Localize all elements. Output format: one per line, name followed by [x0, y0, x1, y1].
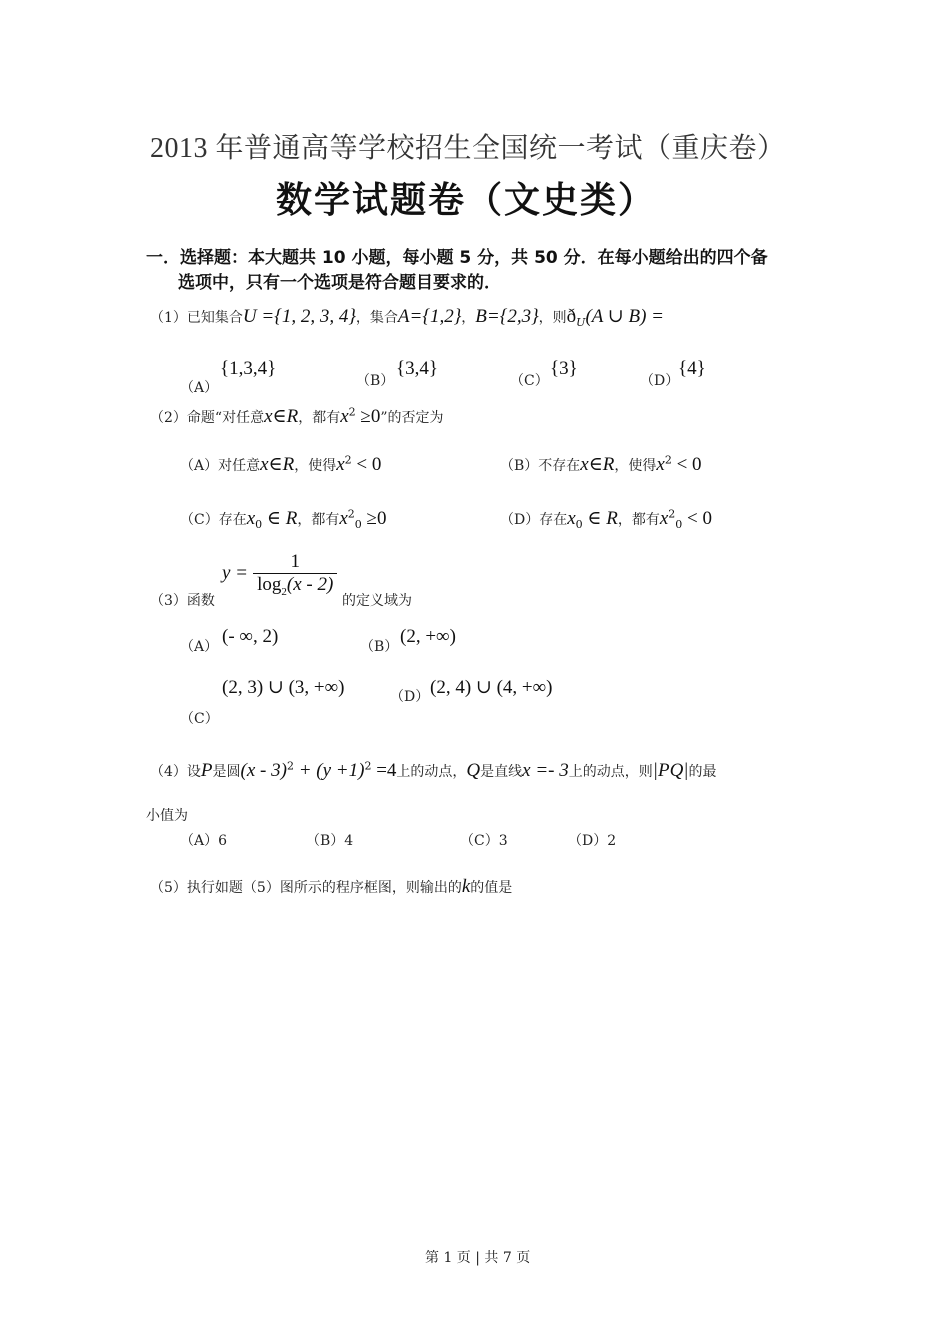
q3-option-b-label: （B） — [360, 639, 399, 655]
q2-option-a-math-2: x — [336, 454, 345, 475]
question-1 — [150, 305, 664, 328]
q2-option-b-text-1: 不存在 — [538, 458, 581, 474]
q4-math-circle-2: + (y +1) — [293, 760, 365, 781]
q2-option-d-sup: 2 — [668, 507, 676, 521]
q2-option-c-text-2: ，都有 — [297, 512, 340, 528]
q4-option-c-value: 3 — [498, 833, 508, 849]
q4-option-d — [568, 830, 616, 850]
q3-log-arg: (x - 2) — [286, 574, 334, 595]
q2-option-b-text-2: ，使得 — [614, 458, 657, 474]
q3-log: log — [257, 574, 282, 595]
q5-math-k: k — [461, 876, 471, 897]
q3-number: （3） — [150, 593, 187, 609]
q2-option-d-math-3: < 0 — [682, 508, 712, 529]
q3-number-label — [150, 590, 215, 610]
q2-option-d — [500, 507, 712, 530]
q2-option-b — [500, 453, 702, 476]
q2-option-d-label: （D） — [500, 512, 540, 528]
q4-math-line: x =- 3 — [522, 760, 569, 781]
q4-option-d-label: （D） — [568, 833, 608, 849]
q2-option-c-math-2: x — [339, 508, 348, 529]
q2-text-3: ”的否定为 — [380, 410, 444, 426]
q1-option-c-value: {3} — [550, 358, 578, 379]
q2-option-c-sub2: 0 — [354, 518, 362, 532]
q4-option-a — [180, 830, 227, 850]
q2-text-2: ，都有 — [298, 410, 341, 426]
q2-number: （2） — [150, 410, 187, 426]
q2-option-a-text-2: ，使得 — [294, 458, 337, 474]
q2-option-d-sub2: 0 — [675, 518, 683, 532]
q2-option-a-label: （A） — [180, 458, 219, 474]
q2-option-d-math-2: x — [659, 508, 669, 529]
q4-text-3: 上的动点， — [396, 764, 467, 780]
q1-text-1: 已知集合 — [186, 310, 243, 326]
q4-math-circle-1: (x - 3) — [240, 760, 287, 781]
q1-math-union: (A ∪ B) = — [585, 306, 664, 327]
q4-math-p: P — [200, 760, 213, 781]
q5-text-2: 的值是 — [470, 880, 513, 896]
q1-option-d-label: （D） — [640, 373, 680, 389]
q4-text-4: 是直线 — [480, 764, 523, 780]
q1-option-a-label: （A） — [180, 380, 219, 396]
q2-option-b-math-1: x∈R — [580, 454, 615, 475]
question-5 — [150, 876, 512, 898]
q4-option-c — [460, 830, 508, 850]
q2-option-d-text-1: 存在 — [539, 512, 568, 528]
q2-math-3: ≥0 — [355, 406, 381, 427]
q3-option-c-label: （C） — [180, 711, 219, 727]
q2-option-c-math-1: x — [246, 508, 256, 529]
q4-text-6: 的最 — [688, 764, 717, 780]
q2-option-c — [180, 507, 386, 530]
question-2 — [150, 405, 444, 428]
q4-math-circle-3: =4 — [371, 760, 397, 781]
q1-math-u: U ={1, 2, 3, 4} — [242, 306, 356, 327]
exam-title: 2013 年普通高等学校招生全国统一考试（重庆卷） — [150, 133, 786, 164]
q3-option-b-value: (2, +∞) — [400, 626, 456, 647]
q1-complement-sub: U — [576, 316, 586, 330]
q2-option-d-math-1b: ∈ R — [582, 508, 618, 529]
q1-text-4: ，则 — [538, 310, 567, 326]
q4-option-a-value: 6 — [218, 833, 228, 849]
q3-option-d-label: （D） — [390, 689, 430, 705]
q3-option-c-value: (2, 3) ∪ (3, +∞) — [222, 677, 345, 698]
q3-function — [222, 551, 337, 596]
q4-math-q: Q — [466, 760, 481, 781]
q1-math-a: A={1,2} — [397, 306, 462, 327]
q4-number: （4） — [150, 764, 187, 780]
q3-y: y = — [222, 562, 249, 584]
q2-option-c-math-3: ≥0 — [361, 508, 387, 529]
q2-option-c-text-1: 存在 — [218, 512, 247, 528]
q2-option-a-math-3: < 0 — [351, 454, 382, 475]
q3-denominator — [253, 574, 337, 596]
q2-option-a-text-1: 对任意 — [218, 458, 261, 474]
q2-option-b-math-2: x — [656, 454, 665, 475]
section-heading-line2: 选项中，只有一个选项是符合题目要求的． — [178, 273, 501, 293]
q4-math-pq: |PQ| — [652, 760, 689, 781]
q2-option-d-sub: 0 — [575, 518, 583, 532]
q4-sup-2: 2 — [364, 759, 372, 773]
q1-text-3: ， — [461, 310, 476, 326]
q4-text-1: 设 — [186, 764, 201, 780]
q2-math-1: x∈R — [264, 406, 299, 427]
q1-complement-symbol: ð — [566, 306, 577, 327]
q2-option-c-sub: 0 — [255, 518, 263, 532]
q2-option-a-math-1: x∈R — [260, 454, 295, 475]
q1-option-b-label: （B） — [356, 373, 395, 389]
q4-option-b-value: 4 — [344, 833, 354, 849]
q2-option-c-math-1b: ∈ R — [262, 508, 298, 529]
q1-number: （1） — [150, 310, 187, 326]
q1-option-d-value: {4} — [678, 358, 706, 379]
q1-option-a-value: {1,3,4} — [220, 358, 277, 379]
q1-option-b-value: {3,4} — [396, 358, 438, 379]
exam-subtitle: 数学试题卷（文史类） — [276, 179, 657, 221]
q5-text-1: 执行如题（5）图所示的程序框图，则输出的 — [186, 880, 462, 896]
q2-math-2-sup: 2 — [348, 405, 356, 419]
q1-math-b: B={2,3} — [475, 306, 539, 327]
q3-log-base: 2 — [281, 585, 287, 598]
q4-sup-1: 2 — [286, 759, 294, 773]
q1-text-2: ，集合 — [355, 310, 398, 326]
q2-option-c-label: （C） — [180, 512, 219, 528]
q2-option-a — [180, 453, 381, 476]
q3-text-1: 函数 — [186, 593, 215, 609]
q3-fraction — [253, 551, 337, 596]
page-footer: 第 1 页 | 共 7 页 — [425, 1250, 531, 1266]
q3-option-d-value: (2, 4) ∪ (4, +∞) — [430, 677, 553, 698]
q3-option-a-value: (- ∞, 2) — [222, 626, 279, 647]
question-4 — [150, 760, 717, 782]
q4-text-7: 小值为 — [146, 808, 188, 824]
q2-option-d-text-2: ，都有 — [617, 512, 660, 528]
q2-option-c-sup: 2 — [347, 507, 355, 521]
q2-math-2: x — [340, 406, 349, 427]
q2-option-b-label: （B） — [500, 458, 539, 474]
q3-numerator: 1 — [253, 551, 337, 574]
q2-option-b-math-3: < 0 — [671, 454, 702, 475]
q5-number: （5） — [150, 880, 187, 896]
q2-text-1: 命题“对任意 — [186, 410, 265, 426]
section-heading-line1: 一．选择题：本大题共 10 小题，每小题 5 分，共 50 分．在每小题给出的四个备 — [146, 248, 768, 268]
q4-option-a-label: （A） — [180, 833, 219, 849]
q4-option-b-label: （B） — [306, 833, 345, 849]
q3-option-a-label: （A） — [180, 639, 219, 655]
q4-option-d-value: 2 — [607, 833, 617, 849]
q2-option-a-sup: 2 — [344, 453, 352, 467]
q3-text-2: 的定义域为 — [342, 593, 412, 609]
q4-option-c-label: （C） — [460, 833, 499, 849]
q4-option-b — [306, 830, 353, 850]
q4-text-2: 是圆 — [212, 764, 241, 780]
q2-option-d-math-1: x — [567, 508, 576, 529]
q2-option-b-sup: 2 — [664, 453, 672, 467]
q1-option-c-label: （C） — [510, 373, 549, 389]
q4-text-5: 上的动点，则 — [568, 764, 653, 780]
